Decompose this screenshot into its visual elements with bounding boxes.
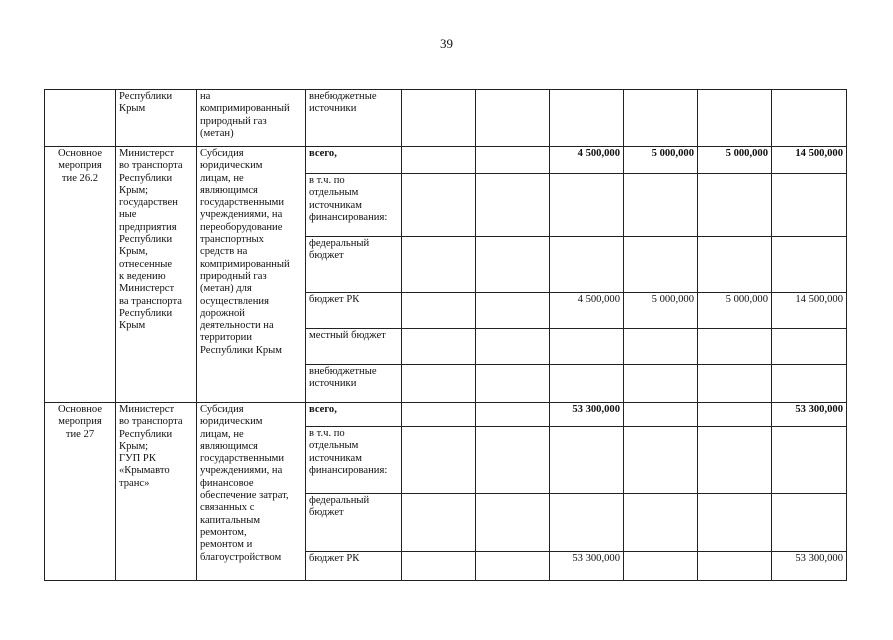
value-cell: 4 500,000 [550, 293, 624, 329]
table-row [45, 147, 847, 174]
value-cell [402, 427, 476, 494]
value-cell [624, 174, 698, 237]
value-cell: 53 300,000 [772, 403, 847, 427]
value-cell [772, 365, 847, 403]
executor-cell: Министерст во транспорта Республики Крым; ГУП РК «Крымавто транс» [116, 403, 197, 581]
value-cell [402, 90, 476, 147]
value-cell [402, 329, 476, 365]
value-cell [624, 403, 698, 427]
value-cell [402, 147, 476, 174]
value-cell: 53 300,000 [772, 552, 847, 581]
value-cell: 5 000,000 [698, 293, 772, 329]
value-cell [698, 494, 772, 552]
funding-source-cell: внебюджетные источники [306, 365, 402, 403]
value-cell [476, 427, 550, 494]
value-cell [698, 90, 772, 147]
value-cell: 5 000,000 [624, 293, 698, 329]
value-cell [550, 237, 624, 293]
value-cell [476, 494, 550, 552]
value-cell [772, 329, 847, 365]
description-cell: Субсидия юридическим лицам, не являющимся государственными учреждениями, на финансовое обеспечение затрат, связанных с капитальным ремонтом, ремонтом и благоустройством [197, 403, 306, 581]
value-cell [550, 494, 624, 552]
value-cell [550, 90, 624, 147]
value-cell [550, 427, 624, 494]
value-cell [476, 365, 550, 403]
value-cell [698, 174, 772, 237]
value-cell [550, 365, 624, 403]
value-cell [476, 237, 550, 293]
value-cell [476, 147, 550, 174]
value-cell [698, 403, 772, 427]
value-cell [476, 174, 550, 237]
value-cell: 14 500,000 [772, 293, 847, 329]
value-cell [402, 293, 476, 329]
value-cell [402, 552, 476, 581]
value-cell [772, 237, 847, 293]
value-cell [698, 329, 772, 365]
value-cell [698, 237, 772, 293]
funding-source-cell: бюджет РК [306, 552, 402, 581]
value-cell [772, 427, 847, 494]
value-cell: 53 300,000 [550, 552, 624, 581]
funding-source-cell: федеральный бюджет [306, 237, 402, 293]
funding-source-cell: всего, [306, 403, 402, 427]
value-cell [624, 365, 698, 403]
value-cell [624, 90, 698, 147]
value-cell [698, 365, 772, 403]
description-cell: Субсидия юридическим лицам, не являющимся государственными учреждениями, на переоборудование транспортных средств на компримированный природный газ (метан) для осуществления дорожной деятельности на территории Республики Крым [197, 147, 306, 403]
value-cell: 14 500,000 [772, 147, 847, 174]
value-cell [476, 552, 550, 581]
value-cell [772, 90, 847, 147]
value-cell [550, 329, 624, 365]
funding-source-cell: местный бюджет [306, 329, 402, 365]
funding-source-cell: в т.ч. по отдельным источникам финансирования: [306, 427, 402, 494]
funding-source-cell: всего, [306, 147, 402, 174]
value-cell [476, 293, 550, 329]
value-cell [476, 90, 550, 147]
value-cell [550, 174, 624, 237]
table-row [45, 90, 847, 147]
value-cell [698, 427, 772, 494]
value-cell [624, 237, 698, 293]
funding-source-cell: бюджет РК [306, 293, 402, 329]
funding-source-cell: внебюджетные источники [306, 90, 402, 147]
page-number: 39 [440, 36, 453, 51]
description-cell: на компримированный природный газ (метан) [197, 90, 306, 147]
budget-table [44, 89, 847, 581]
value-cell [476, 329, 550, 365]
value-cell [402, 174, 476, 237]
table-row [45, 403, 847, 427]
value-cell [624, 329, 698, 365]
value-cell [402, 494, 476, 552]
value-cell: 5 000,000 [698, 147, 772, 174]
value-cell [698, 552, 772, 581]
event-cell: Основное мероприя тие 26.2 [45, 147, 116, 403]
value-cell [402, 365, 476, 403]
event-cell: Основное мероприя тие 27 [45, 403, 116, 581]
value-cell: 5 000,000 [624, 147, 698, 174]
value-cell [476, 403, 550, 427]
executor-cell: Республики Крым [116, 90, 197, 147]
funding-source-cell: федеральный бюджет [306, 494, 402, 552]
funding-source-cell: в т.ч. по отдельным источникам финансирования: [306, 174, 402, 237]
value-cell [402, 237, 476, 293]
value-cell [624, 494, 698, 552]
value-cell [624, 552, 698, 581]
value-cell [772, 174, 847, 237]
value-cell: 53 300,000 [550, 403, 624, 427]
value-cell: 4 500,000 [550, 147, 624, 174]
value-cell [402, 403, 476, 427]
value-cell [624, 427, 698, 494]
event-cell [45, 90, 116, 147]
value-cell [772, 494, 847, 552]
executor-cell: Министерст во транспорта Республики Крым; государствен ные предприятия Республики Крым, отнесенные к ведению Министерст ва транспорта Республики Крым [116, 147, 197, 403]
